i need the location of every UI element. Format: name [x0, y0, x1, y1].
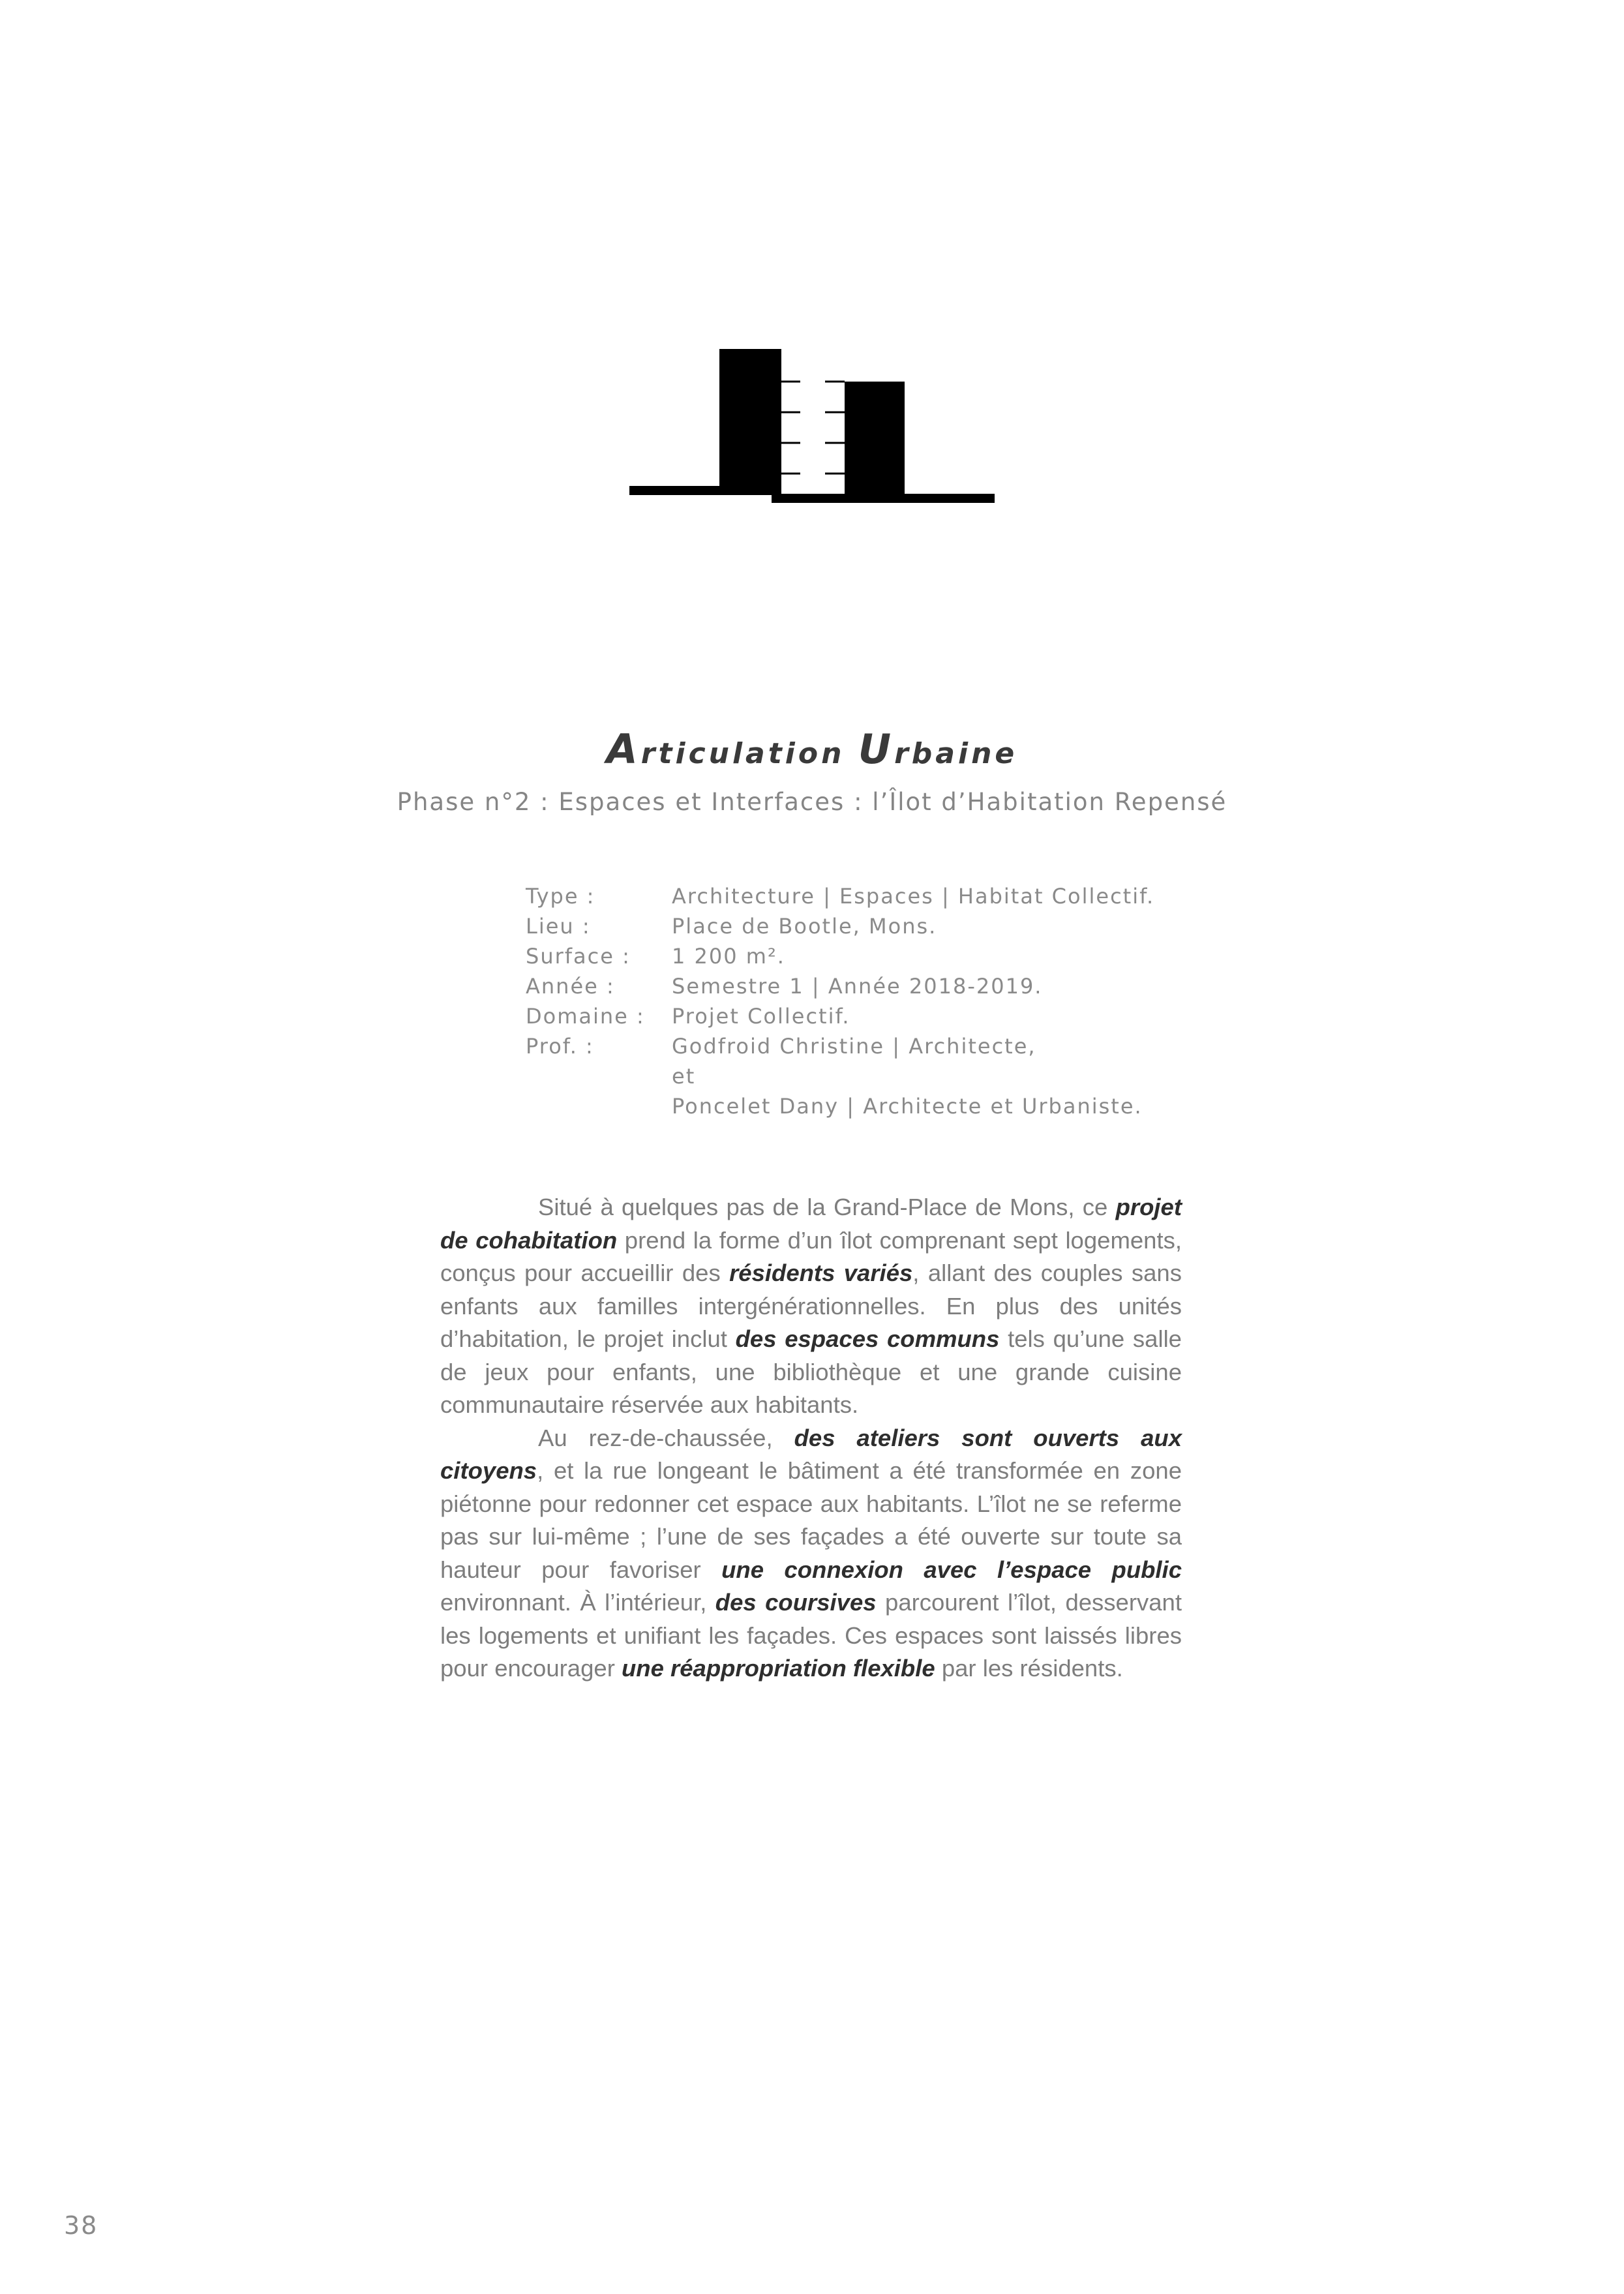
info-label: Domaine : [526, 1004, 645, 1029]
info-value: Poncelet Dany | Architecte et Urbaniste. [672, 1094, 1143, 1119]
emphasis-text: des coursives [715, 1589, 877, 1616]
body-text: tels qu’une salle de jeux pour enfants, une bibliothèque et une grande cuisine communautaire réservée aux habitants. [440, 1325, 1182, 1418]
info-row [526, 1091, 1154, 1121]
info-value: Godfroid Christine | Architecte, [672, 1034, 1036, 1059]
info-row [526, 941, 1154, 971]
title-word-1: rticulation [640, 737, 858, 770]
info-label [526, 1091, 672, 1121]
page-title [0, 725, 1624, 773]
info-row [526, 971, 1154, 1001]
info-label: Type : [526, 884, 595, 909]
emphasis-text: des ateliers sont ouverts aux citoyens [440, 1424, 1182, 1484]
info-value: Projet Collectif. [672, 1004, 850, 1029]
building-silhouette-icon [629, 349, 995, 512]
body-text: par les résidents. [935, 1655, 1123, 1682]
emphasis-text: des espaces communs [735, 1325, 1000, 1352]
emphasis-text: une réappropriation flexible [622, 1655, 935, 1682]
emphasis-text: une connexion avec l’espace public [721, 1556, 1182, 1583]
info-label: Surface : [526, 944, 631, 969]
body-text: Situé à quelques pas de la Grand-Place de Mons, ce [538, 1194, 1116, 1220]
info-value: 1 200 m². [672, 944, 785, 969]
body-text: , et la rue longeant le bâtiment a été transformée en zone piétonne pour redonner cet espace aux habitants. L’îlot ne se referme pas sur lui-même ; l’une de ses façades a été ouverte sur toute sa hauteur pour favoriser [440, 1457, 1182, 1583]
info-row [526, 881, 1154, 911]
info-label: Lieu : [526, 914, 591, 939]
project-info-table [526, 881, 1154, 1121]
body-text: Au rez-de-chaussée, [538, 1424, 794, 1451]
info-value: Place de Bootle, Mons. [672, 914, 937, 939]
tower-tall [719, 349, 781, 494]
info-row [526, 911, 1154, 941]
info-label: Prof. : [526, 1034, 594, 1059]
info-label [526, 1061, 672, 1091]
coursive-lines [781, 382, 845, 474]
body-text: environnant. À l’intérieur, [440, 1589, 715, 1616]
body-text: parcourent l’îlot, desservant les logements et unifiant les façades. Ces espaces sont laissés libres pour encourager [440, 1589, 1182, 1682]
project-description [440, 1191, 1182, 1685]
body-paragraph [440, 1422, 1182, 1685]
title-word-2: rbaine [894, 737, 1018, 770]
emphasis-text: résidents variés [729, 1260, 913, 1286]
info-row [526, 1031, 1154, 1061]
title-initial-a: A [606, 725, 641, 773]
page-number: 38 [64, 2211, 98, 2240]
emphasis-text: projet de cohabitation [440, 1194, 1182, 1254]
body-text: , allant des couples sans enfants aux familles intergénérationnelles. En plus des unités d’habitation, le projet inclut [440, 1260, 1182, 1352]
title-initial-u: U [858, 725, 895, 773]
body-text: prend la forme d’un îlot comprenant sept logements, conçus pour accueillir des [440, 1226, 1182, 1286]
body-paragraph [440, 1191, 1182, 1422]
info-row [526, 1001, 1154, 1031]
info-value: Semestre 1 | Année 2018-2019. [672, 974, 1043, 999]
ground-line-right [772, 494, 995, 503]
page-subtitle: Phase n°2 : Espaces et Interfaces : l’Îlot d’Habitation Repensé [397, 788, 1227, 816]
tower-short [845, 382, 905, 494]
info-label: Année : [526, 974, 615, 999]
info-value: et [672, 1064, 696, 1089]
info-value: Architecture | Espaces | Habitat Collectif. [672, 884, 1155, 909]
info-row [526, 1061, 1154, 1091]
